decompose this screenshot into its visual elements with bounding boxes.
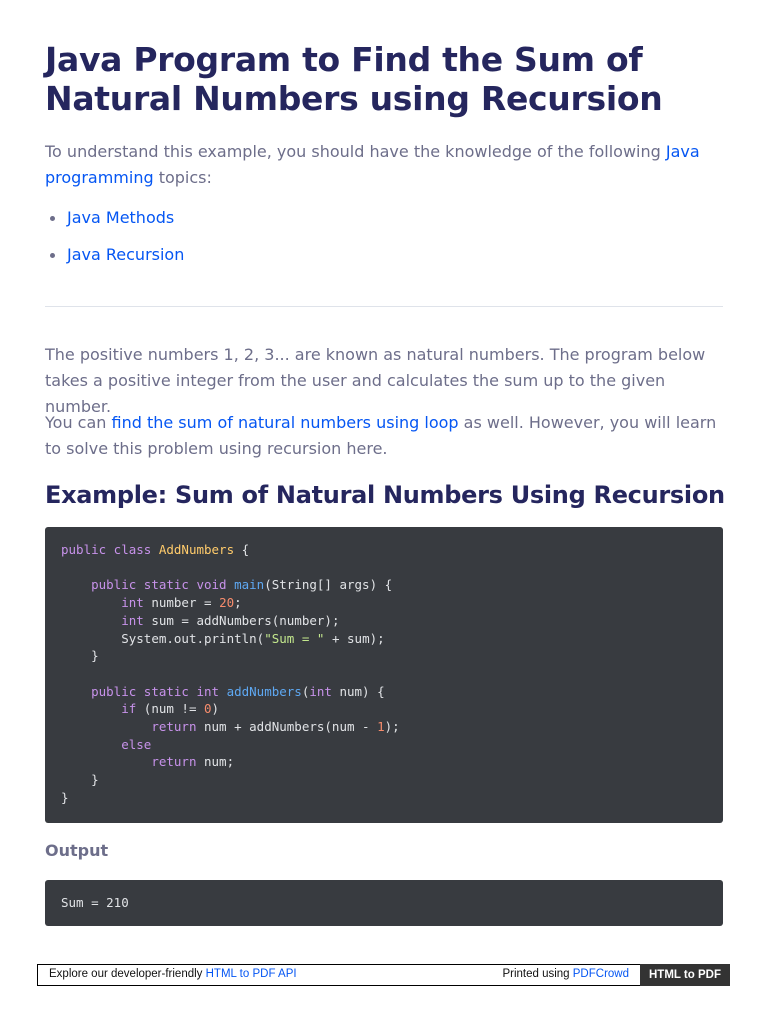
list-item <box>45 242 725 279</box>
loop-paragraph <box>45 410 735 462</box>
code-if-cond: (num != <box>136 701 205 717</box>
loop-text-end: as well. However, you will learn to solve this problem using recursion here. <box>45 413 717 458</box>
code-class-name: AddNumbers <box>158 542 235 557</box>
code-sum-line: sum = addNumbers(number); <box>143 612 340 628</box>
code-rec-params-open: ( <box>301 683 310 699</box>
code-println-close: + sum); <box>324 630 385 646</box>
footer-bar <box>37 964 730 986</box>
code-number-var: number = <box>143 595 220 611</box>
divider <box>45 306 723 307</box>
topic-link-java-methods[interactable]: Java Methods <box>67 208 175 227</box>
code-main-method: main <box>234 577 265 593</box>
code-if-close: ) <box>211 701 220 717</box>
code-println: System.out.println( <box>121 630 265 646</box>
output-label: Output <box>45 841 109 860</box>
natural-numbers-paragraph: The positive numbers 1, 2, 3... are known as natural numbers. The program below takes a positive integer from the user and calculates the sum up to the given number. <box>45 345 706 416</box>
loop-text: You can <box>45 413 112 432</box>
html-to-pdf-api-link[interactable]: HTML to PDF API <box>205 968 297 980</box>
code-number-value: 20 <box>219 595 235 611</box>
bullet-icon <box>50 253 55 258</box>
example-heading: Example: Sum of Natural Numbers Using Recursion <box>45 481 725 509</box>
code-if-value: 0 <box>204 701 212 717</box>
code-return-expr: num + addNumbers(num - <box>196 719 378 735</box>
code-rec-params-type: int <box>309 683 332 699</box>
java-programming-link[interactable]: Java programming <box>45 142 700 187</box>
sum-using-loop-link[interactable]: find the sum of natural numbers using loop <box>111 413 459 432</box>
code-return-num: num; <box>196 754 235 770</box>
bullet-icon <box>50 216 55 221</box>
intro-text: To understand this example, you should have the knowledge of the following <box>45 142 666 161</box>
list-item <box>45 205 725 242</box>
code-rec-method: addNumbers <box>226 683 302 699</box>
page-title: Java Program to Find the Sum of Natural Numbers using Recursion <box>45 40 663 118</box>
intro-paragraph <box>45 139 725 191</box>
intro-text-end: topics: <box>153 168 212 187</box>
output-content: Sum = 210 <box>61 895 129 910</box>
topic-link-java-recursion[interactable]: Java Recursion <box>67 245 185 264</box>
pdfcrowd-link[interactable]: PDFCrowd <box>572 968 629 980</box>
code-block[interactable] <box>45 527 723 823</box>
code-content: public class AddNumbers { public static void main(String[] args) { int number = 20; int sum = addNumbers(number); System.out.println("Sum = " + sum); } public static int addNumbers(int num) { if (num != 0) return num + addNumbers(num - 1); else return num; } } <box>61 542 400 805</box>
footer-right <box>502 968 629 980</box>
code-println-string: "Sum = " <box>264 630 325 646</box>
code-rec-params-close: num) { <box>331 683 385 699</box>
code-return-value: 1 <box>377 719 385 735</box>
code-main-params: (String[] args) { <box>264 577 393 593</box>
footer-left <box>49 968 297 980</box>
footer-left-text: Explore our developer-friendly <box>49 968 206 980</box>
topics-list <box>45 205 725 279</box>
code-return-close: ); <box>384 719 400 735</box>
footer-right-text: Printed using <box>502 968 573 980</box>
output-block[interactable] <box>45 880 723 926</box>
html-to-pdf-badge[interactable]: HTML to PDF <box>640 964 730 986</box>
